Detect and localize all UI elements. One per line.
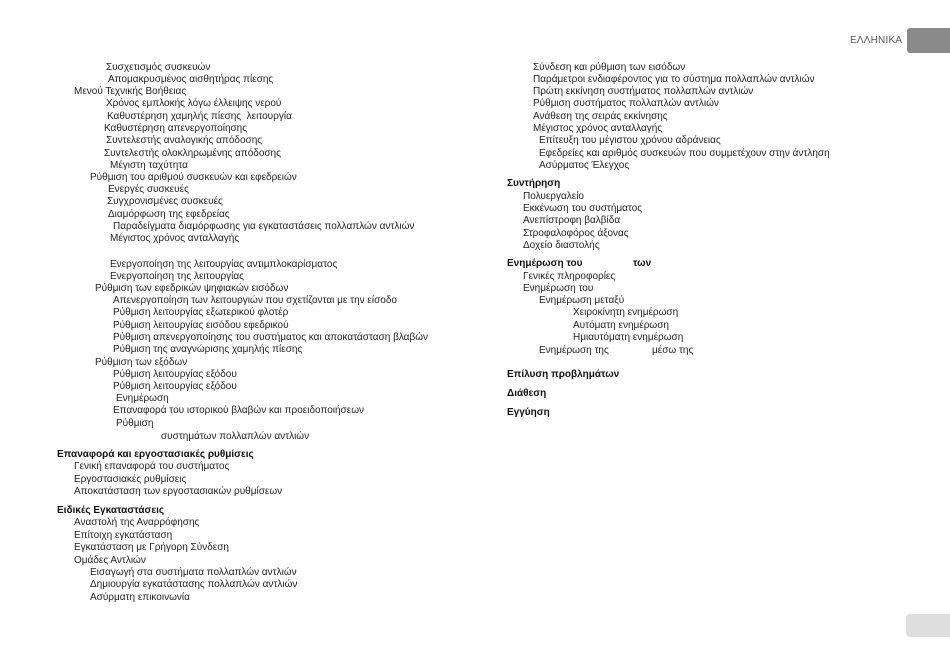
toc-entry: Ασύρματος Έλεγχος (539, 160, 630, 171)
toc-entry: Μέγιστος χρόνος ανταλλαγής (110, 233, 240, 244)
toc-entry: Γενικές πληροφορίες (523, 271, 616, 282)
toc-entry: Αναστολή της Αναρρόφησης (74, 517, 200, 528)
toc-entry: Ημιαυτόματη ενημέρωση (573, 332, 684, 343)
toc-entry: Ρύθμιση λειτουργίας εξόδου (113, 381, 237, 392)
toc-section-heading: Συντήρηση (507, 178, 561, 189)
toc-section-heading-part: των (633, 258, 652, 269)
toc-entry: Ρύθμιση (116, 418, 154, 429)
toc-entry: Ενημέρωση του (523, 283, 594, 294)
toc-entry: Ασύρματη επικοινωνία (90, 592, 190, 603)
toc-entry: Καθυστέρηση χαμηλής πίεσης λειτουργία (107, 111, 292, 122)
toc-entry: Ενημέρωση μεταξύ (539, 295, 625, 306)
toc-entry: Μέγιστη ταχύτητα (110, 160, 188, 171)
toc-entry: Γενική επαναφορά του συστήματος (74, 461, 230, 472)
toc-entry: Χειροκίνητη ενημέρωση (573, 307, 679, 318)
language-tab-marker (907, 28, 950, 53)
toc-entry: Απενεργοποίηση των λειτουργιών που σχετίζονται με την είσοδο (113, 295, 397, 306)
page-number-tab (906, 614, 950, 637)
toc-entry: Ενεργές συσκευές (108, 184, 189, 195)
toc-entry: Πρώτη εκκίνηση συστήματος πολλαπλών αντλιών (533, 86, 754, 97)
toc-entry: Δημιουργία εγκατάστασης πολλαπλών αντλιών (90, 579, 298, 590)
toc-entry: Διαμόρφωση της εφεδρείας (108, 209, 230, 220)
toc-entry: Επαναφορά του ιστορικού βλαβών και προειδοποιήσεων (113, 405, 364, 416)
toc-entry: Εγκατάσταση με Γρήγορη Σύνδεση (74, 542, 229, 553)
toc-entry: Ρύθμιση λειτουργίας εξόδου (113, 369, 237, 380)
toc-entry: Μέγιστος χρόνος ανταλλαγής (533, 123, 663, 134)
toc-entry: Συγχρονισμένες συσκευές (107, 196, 223, 207)
toc-entry: Ανεπίστροφη βαλβίδα (523, 215, 621, 226)
toc-entry: Καθυστέρηση απενεργοποίησης (104, 123, 248, 134)
toc-entry: Ενεργοποίηση της λειτουργίας (110, 271, 244, 282)
toc-entry: Ενημέρωση της (539, 345, 609, 356)
toc-entry: Ομάδες Αντλιών (74, 555, 146, 566)
toc-entry: Εφεδρείες και αριθμός συσκευών που συμμετέχουν στην άντληση (539, 148, 830, 159)
toc-entry: συστημάτων πολλαπλών αντλιών (161, 431, 310, 442)
toc-entry: Μενού Τεχνικής Βοήθειας (74, 86, 187, 97)
toc-entry: Ρύθμιση των εξόδων (95, 357, 188, 368)
toc-section-heading: Ενημέρωση του (507, 258, 583, 269)
toc-entry: Ρύθμιση του αριθμού συσκευών και εφεδρειών (90, 172, 297, 183)
toc-section-heading: Εγγύηση (507, 407, 550, 418)
toc-entry-part: μέσω της (652, 345, 694, 356)
toc-entry: Συντελεστής αναλογικής απόδοσης (106, 135, 263, 146)
toc-entry: Ενεργοποίηση της λειτουργίας αντιμπλοκαρίσματος (110, 259, 338, 270)
toc-section-heading: Ειδικές Εγκαταστάσεις (57, 505, 165, 516)
toc-entry: Δοχείο διαστολής (523, 240, 600, 251)
language-label: ΕΛΛΗΝΙΚΑ (850, 35, 903, 46)
toc-entry: Αυτόματη ενημέρωση (573, 320, 669, 331)
toc-entry: Εργοστασιακές ρυθμίσεις (74, 474, 187, 485)
toc-entry: Εισαγωγή στα συστήματα πολλαπλών αντλιών (90, 567, 297, 578)
toc-section-heading: Επαναφορά και εργοστασιακές ρυθμίσεις (57, 449, 254, 460)
toc-entry: Στροφαλοφόρος άξονας (523, 228, 629, 239)
toc-section-heading: Επίλυση προβλημάτων (507, 369, 620, 380)
toc-entry: Ρύθμιση λειτουργίας εισόδου εφεδρικού (113, 320, 289, 331)
toc-section-heading: Διάθεση (507, 388, 547, 399)
toc-entry: Πολυεργαλείο (523, 191, 584, 202)
toc-entry: Ρύθμιση λειτουργίας εξωτερικού φλοτέρ (113, 307, 289, 318)
toc-entry: Ανάθεση της σειράς εκκίνησης (533, 111, 668, 122)
toc-entry: Ρύθμιση απενεργοποίησης του συστήματος και αποκατάσταση βλαβών (113, 332, 429, 343)
toc-entry: Σύνδεση και ρύθμιση των εισόδων (533, 62, 686, 73)
toc-entry: Ρύθμιση συστήματος πολλαπλών αντλιών (533, 98, 719, 109)
toc-entry: Ρύθμιση της αναγνώρισης χαμηλής πίεσης (113, 344, 303, 355)
toc-entry: Συντελεστής ολοκληρωμένης απόδοσης (104, 148, 281, 159)
toc-entry: Συσχετισμός συσκευών (106, 62, 211, 73)
toc-entry: Επίτοιχη εγκατάσταση (74, 530, 173, 541)
toc-entry: Παραδείγματα διαμόρφωσης για εγκαταστάσεις πολλαπλών αντλιών (113, 221, 415, 232)
toc-entry: Ενημέρωση (116, 393, 169, 404)
toc-entry: Επίτευξη του μέγιστου χρόνου αδράνειας (539, 135, 721, 146)
toc-entry: Αποκατάσταση των εργοστασιακών ρυθμίσεων (74, 486, 283, 497)
toc-entry: Παράμετροι ενδιαφέροντος για το σύστημα πολλαπλών αντλιών (533, 74, 815, 85)
toc-entry: Απομακρυσμένος αισθητήρας πίεσης (108, 74, 274, 85)
toc-entry: Χρόνος εμπλοκής λόγω έλλειψης νερού (106, 98, 282, 109)
toc-entry: Ρύθμιση των εφεδρικών ψηφιακών εισόδων (95, 283, 289, 294)
toc-entry: Εκκένωση του συστήματος (523, 203, 643, 214)
